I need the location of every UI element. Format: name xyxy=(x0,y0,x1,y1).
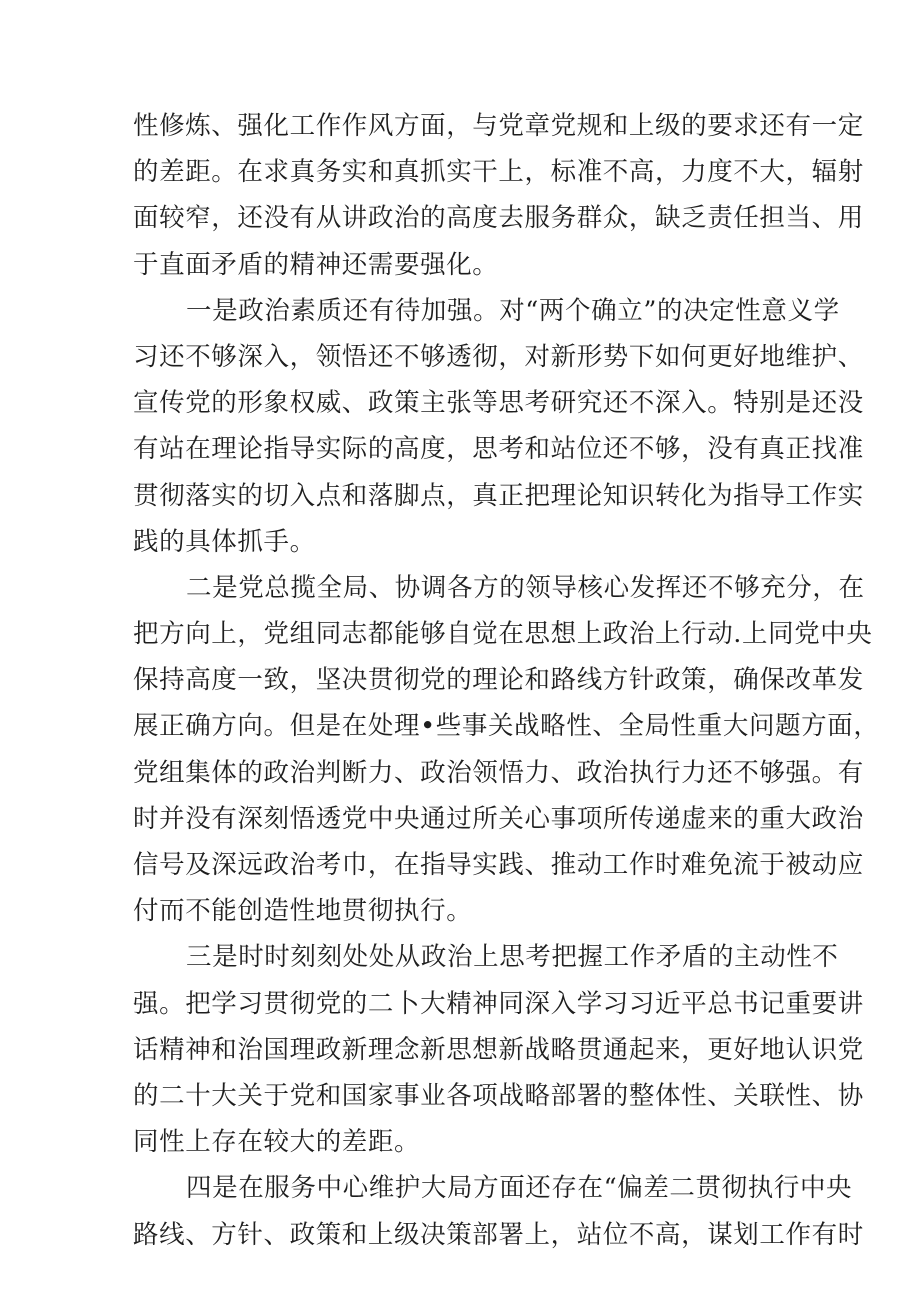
text-line: 强。把学习贯彻党的二卜大精神同深入学习习近平总书记重要讲 xyxy=(133,988,864,1019)
paragraph-point-1 xyxy=(133,288,864,565)
paragraph-point-4 xyxy=(133,1165,864,1257)
text-line: 的差距。在求真务实和真抓实干上，标准不高，力度不大，辐射 xyxy=(133,157,864,188)
text-line: 信号及深远政治考巾，在指导实践、推动工作时难免流于被动应 xyxy=(133,850,864,880)
text-line: 三是时时刻刻处处从政治上思考把握工作矛盾的主动性不 xyxy=(186,942,839,973)
text-line: 同性上存在较大的差距。 xyxy=(133,1127,421,1158)
text-line: 有站在理论指导实际的高度，思考和站位还不够，没有真正找准 xyxy=(133,434,864,465)
paragraph-point-2 xyxy=(133,565,880,935)
text-line: 四是在服务中心维护大局方面还存在“偏差二贯彻执行中央 xyxy=(186,1173,853,1204)
text-line: 把方向上，党组同志都能够自觉在思想上政治上行动.上同党中央 xyxy=(133,619,873,650)
text-line: 面较窄，还没有从讲政治的高度去服务群众，缺乏责任担当、用 xyxy=(133,203,864,234)
text-line: 二是党总揽全局、协调各方的领导核心发挥还不够充分，在 xyxy=(186,572,865,603)
text-line: 路线、方针、政策和上级决策部署上，站位不高，谋划工作有时 xyxy=(133,1219,864,1250)
text-line: 党组集体的政治判断力、政治领悟力、政治执行力还不够强。有 xyxy=(133,757,864,788)
paragraph-point-3 xyxy=(133,934,864,1165)
text-line: 习还不够深入，领悟还不够透彻，对新形势下如何更好地维护、 xyxy=(133,341,864,372)
text-line: 保持高度一致，坚决贯彻党的理论和路线方针政策，确保改革发 xyxy=(133,665,864,696)
text-line: 践的具体抓手。 xyxy=(133,526,316,557)
paragraph-continuation xyxy=(133,103,864,288)
text-line: 付而不能创造性地贯彻执行。 xyxy=(133,896,473,927)
text-line: 一是政治素质还有待加强。对“两个确立”的决定性意义学 xyxy=(186,295,840,326)
text-line: 话精神和治国理政新理念新思想新战略贯通起来，更好地认识党 xyxy=(133,1034,864,1065)
text-line: 时并没有深刻悟透党中央通过所关心事项所传递虚来的重大政治 xyxy=(133,803,864,834)
text-line: 的二十大关于党和国家事业各项战略部署的整体性、关联性、协 xyxy=(133,1080,864,1111)
text-line: 宣传党的形象权威、政策主张等思考研究还不深入。特别是还没 xyxy=(133,388,864,419)
text-line: 贯彻落实的切入点和落脚点，真正把理论知识转化为指导工作实 xyxy=(133,480,864,511)
text-line: 性修炼、强化工作作风方面，与党章党规和上级的要求还有一定 xyxy=(133,111,864,141)
text-line: 展正确方向。但是在处理•些事关战略性、全局性重大问题方面， xyxy=(133,711,880,742)
document-body xyxy=(133,103,880,1258)
text-line: 于直面矛盾的精神还需要强化。 xyxy=(133,249,499,280)
